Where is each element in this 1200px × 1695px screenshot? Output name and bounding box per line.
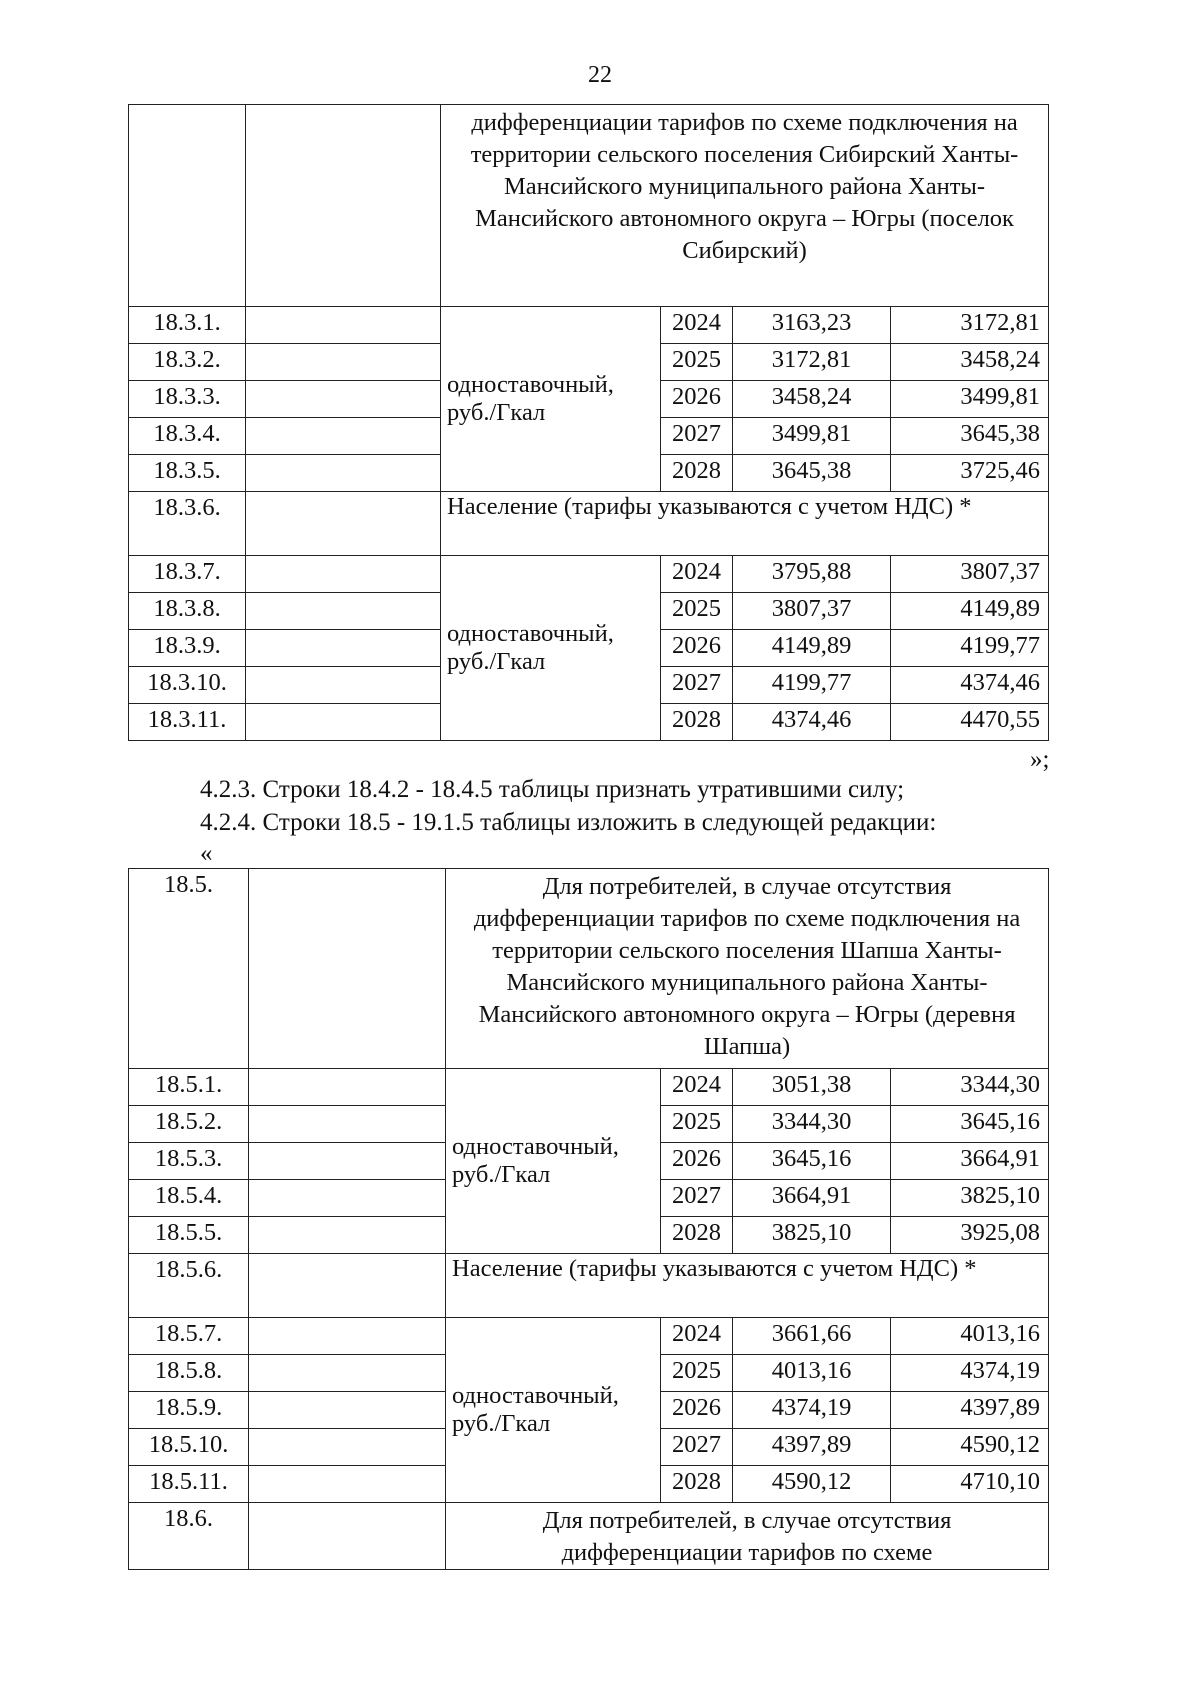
tariff-value-2: 4710,10 [891, 1466, 1049, 1503]
empty-cell [246, 593, 441, 630]
row-year: 2028 [661, 704, 733, 741]
empty-cell [246, 630, 441, 667]
tariff-value-2: 3725,46 [891, 455, 1049, 492]
tariff-value-1: 3172,81 [733, 344, 891, 381]
row-year: 2028 [661, 455, 733, 492]
tariff-value-2: 4374,46 [891, 667, 1049, 704]
tariff-value-1: 3458,24 [733, 381, 891, 418]
table-row [129, 1069, 1049, 1106]
row-num: 18.5.1. [129, 1069, 249, 1106]
table-row [129, 1503, 1049, 1570]
table-row [129, 307, 1049, 344]
group-header-text: Для потребителей, в случае отсутствия дифференциации тарифов по схеме подключения на территории сельского поселения Шапша Ханты-Мансийского муниципального района Ханты-Мансийского автономного округа – Югры (деревня Шапша) [446, 869, 1049, 1069]
row-num: 18.3.8. [129, 593, 246, 630]
tariff-value-2: 3925,08 [891, 1217, 1049, 1254]
row-num: 18.3.6. [129, 492, 246, 556]
tariff-value-2: 4590,12 [891, 1429, 1049, 1466]
empty-cell [246, 418, 441, 455]
table-row [129, 1318, 1049, 1355]
tariff-value-2: 3645,38 [891, 418, 1049, 455]
row-num: 18.5.4. [129, 1180, 249, 1217]
group-header-text: дифференциации тарифов по схеме подключения на территории сельского поселения Сибирский Ханты-Мансийского муниципального района Ханты-Мансийского автономного округа – Югры (поселок Сибирский) [441, 105, 1049, 307]
header-num-cell [129, 105, 246, 307]
header-empty-cell [249, 869, 446, 1069]
population-row [129, 492, 1049, 556]
tariff-value-2: 3645,16 [891, 1106, 1049, 1143]
row-num: 18.3.10. [129, 667, 246, 704]
empty-cell [246, 344, 441, 381]
tariff-value-1: 4374,46 [733, 704, 891, 741]
empty-cell [249, 1069, 446, 1106]
tariff-value-1: 4013,16 [733, 1355, 891, 1392]
paragraph-4-2-4: 4.2.4. Строки 18.5 - 19.1.5 таблицы изложить в следующей редакции: [200, 809, 937, 836]
row-year: 2025 [661, 344, 733, 381]
unit-label: одноставочный, руб./Гкал [446, 1318, 661, 1503]
row-num: 18.5. [129, 869, 249, 1069]
population-note: Население (тарифы указываются с учетом НДС) * [441, 492, 1049, 556]
tariff-value-1: 3661,66 [733, 1318, 891, 1355]
tariff-value-2: 4397,89 [891, 1392, 1049, 1429]
empty-cell [246, 667, 441, 704]
row-num: 18.5.6. [129, 1254, 249, 1318]
empty-cell [246, 381, 441, 418]
empty-cell [249, 1318, 446, 1355]
tariff-value-2: 3344,30 [891, 1069, 1049, 1106]
tariff-value-1: 3807,37 [733, 593, 891, 630]
row-year: 2027 [661, 1180, 733, 1217]
row-year: 2024 [661, 1318, 733, 1355]
row-year: 2026 [661, 1143, 733, 1180]
unit-label: одноставочный, руб./Гкал [441, 556, 661, 741]
row-num: 18.6. [129, 1503, 249, 1570]
row-num: 18.5.3. [129, 1143, 249, 1180]
empty-cell [249, 1355, 446, 1392]
row-num: 18.3.11. [129, 704, 246, 741]
empty-cell [249, 1143, 446, 1180]
tariff-value-2: 3458,24 [891, 344, 1049, 381]
empty-cell [249, 1429, 446, 1466]
row-num: 18.5.9. [129, 1392, 249, 1429]
tariff-value-1: 3499,81 [733, 418, 891, 455]
tariff-value-1: 4374,19 [733, 1392, 891, 1429]
tariff-value-2: 4470,55 [891, 704, 1049, 741]
empty-cell [246, 556, 441, 593]
tariff-value-1: 4397,89 [733, 1429, 891, 1466]
row-num: 18.3.7. [129, 556, 246, 593]
row-num: 18.5.7. [129, 1318, 249, 1355]
group-header-text: Для потребителей, в случае отсутствия дифференциации тарифов по схеме [446, 1503, 1049, 1570]
tariff-value-2: 4013,16 [891, 1318, 1049, 1355]
row-num: 18.3.2. [129, 344, 246, 381]
row-num: 18.3.9. [129, 630, 246, 667]
tariff-value-2: 4199,77 [891, 630, 1049, 667]
tariff-value-2: 3664,91 [891, 1143, 1049, 1180]
tariff-value-1: 3795,88 [733, 556, 891, 593]
empty-cell [246, 307, 441, 344]
empty-cell [249, 1466, 446, 1503]
tariff-value-1: 3645,16 [733, 1143, 891, 1180]
tariff-value-2: 4149,89 [891, 593, 1049, 630]
row-year: 2028 [661, 1466, 733, 1503]
tariff-value-2: 3499,81 [891, 381, 1049, 418]
row-num: 18.3.1. [129, 307, 246, 344]
unit-label: одноставочный, руб./Гкал [446, 1069, 661, 1254]
unit-label: одноставочный, руб./Гкал [441, 307, 661, 492]
header-empty-cell [246, 105, 441, 307]
closing-quote: »; [1030, 746, 1050, 773]
tariff-value-1: 4199,77 [733, 667, 891, 704]
empty-cell [246, 455, 441, 492]
row-year: 2026 [661, 630, 733, 667]
row-year: 2027 [661, 1429, 733, 1466]
tariff-value-2: 3807,37 [891, 556, 1049, 593]
row-num: 18.5.5. [129, 1217, 249, 1254]
empty-cell [249, 1180, 446, 1217]
row-year: 2024 [661, 1069, 733, 1106]
row-year: 2027 [661, 418, 733, 455]
tariff-value-1: 3825,10 [733, 1217, 891, 1254]
empty-cell [246, 704, 441, 741]
row-year: 2026 [661, 1392, 733, 1429]
tariff-value-2: 4374,19 [891, 1355, 1049, 1392]
paragraph-4-2-3: 4.2.3. Строки 18.4.2 - 18.4.5 таблицы признать утратившими силу; [200, 776, 905, 803]
row-num: 18.5.10. [129, 1429, 249, 1466]
opening-quote: « [200, 840, 213, 867]
row-year: 2024 [661, 556, 733, 593]
tariff-value-1: 3051,38 [733, 1069, 891, 1106]
tariff-value-2: 3172,81 [891, 307, 1049, 344]
row-num: 18.5.8. [129, 1355, 249, 1392]
tariff-value-2: 3825,10 [891, 1180, 1049, 1217]
tariff-value-1: 3664,91 [733, 1180, 891, 1217]
row-num: 18.5.2. [129, 1106, 249, 1143]
empty-cell [249, 1503, 446, 1570]
row-year: 2027 [661, 667, 733, 704]
row-year: 2025 [661, 1355, 733, 1392]
empty-cell [249, 1392, 446, 1429]
row-year: 2025 [661, 593, 733, 630]
row-year: 2026 [661, 381, 733, 418]
row-num: 18.3.4. [129, 418, 246, 455]
row-year: 2028 [661, 1217, 733, 1254]
tariff-value-1: 3344,30 [733, 1106, 891, 1143]
row-num: 18.5.11. [129, 1466, 249, 1503]
empty-cell [246, 492, 441, 556]
row-year: 2024 [661, 307, 733, 344]
population-note: Население (тарифы указываются с учетом НДС) * [446, 1254, 1049, 1318]
table-row [129, 556, 1049, 593]
row-year: 2025 [661, 1106, 733, 1143]
page-number: 22 [588, 62, 612, 88]
empty-cell [249, 1254, 446, 1318]
empty-cell [249, 1106, 446, 1143]
population-row [129, 1254, 1049, 1318]
tariff-table-sibirsky [128, 104, 1049, 741]
empty-cell [249, 1217, 446, 1254]
tariff-value-1: 4149,89 [733, 630, 891, 667]
tariff-value-1: 3163,23 [733, 307, 891, 344]
tariff-value-1: 4590,12 [733, 1466, 891, 1503]
tariff-value-1: 3645,38 [733, 455, 891, 492]
row-num: 18.3.3. [129, 381, 246, 418]
tariff-table-shapsha [128, 868, 1049, 1570]
row-num: 18.3.5. [129, 455, 246, 492]
